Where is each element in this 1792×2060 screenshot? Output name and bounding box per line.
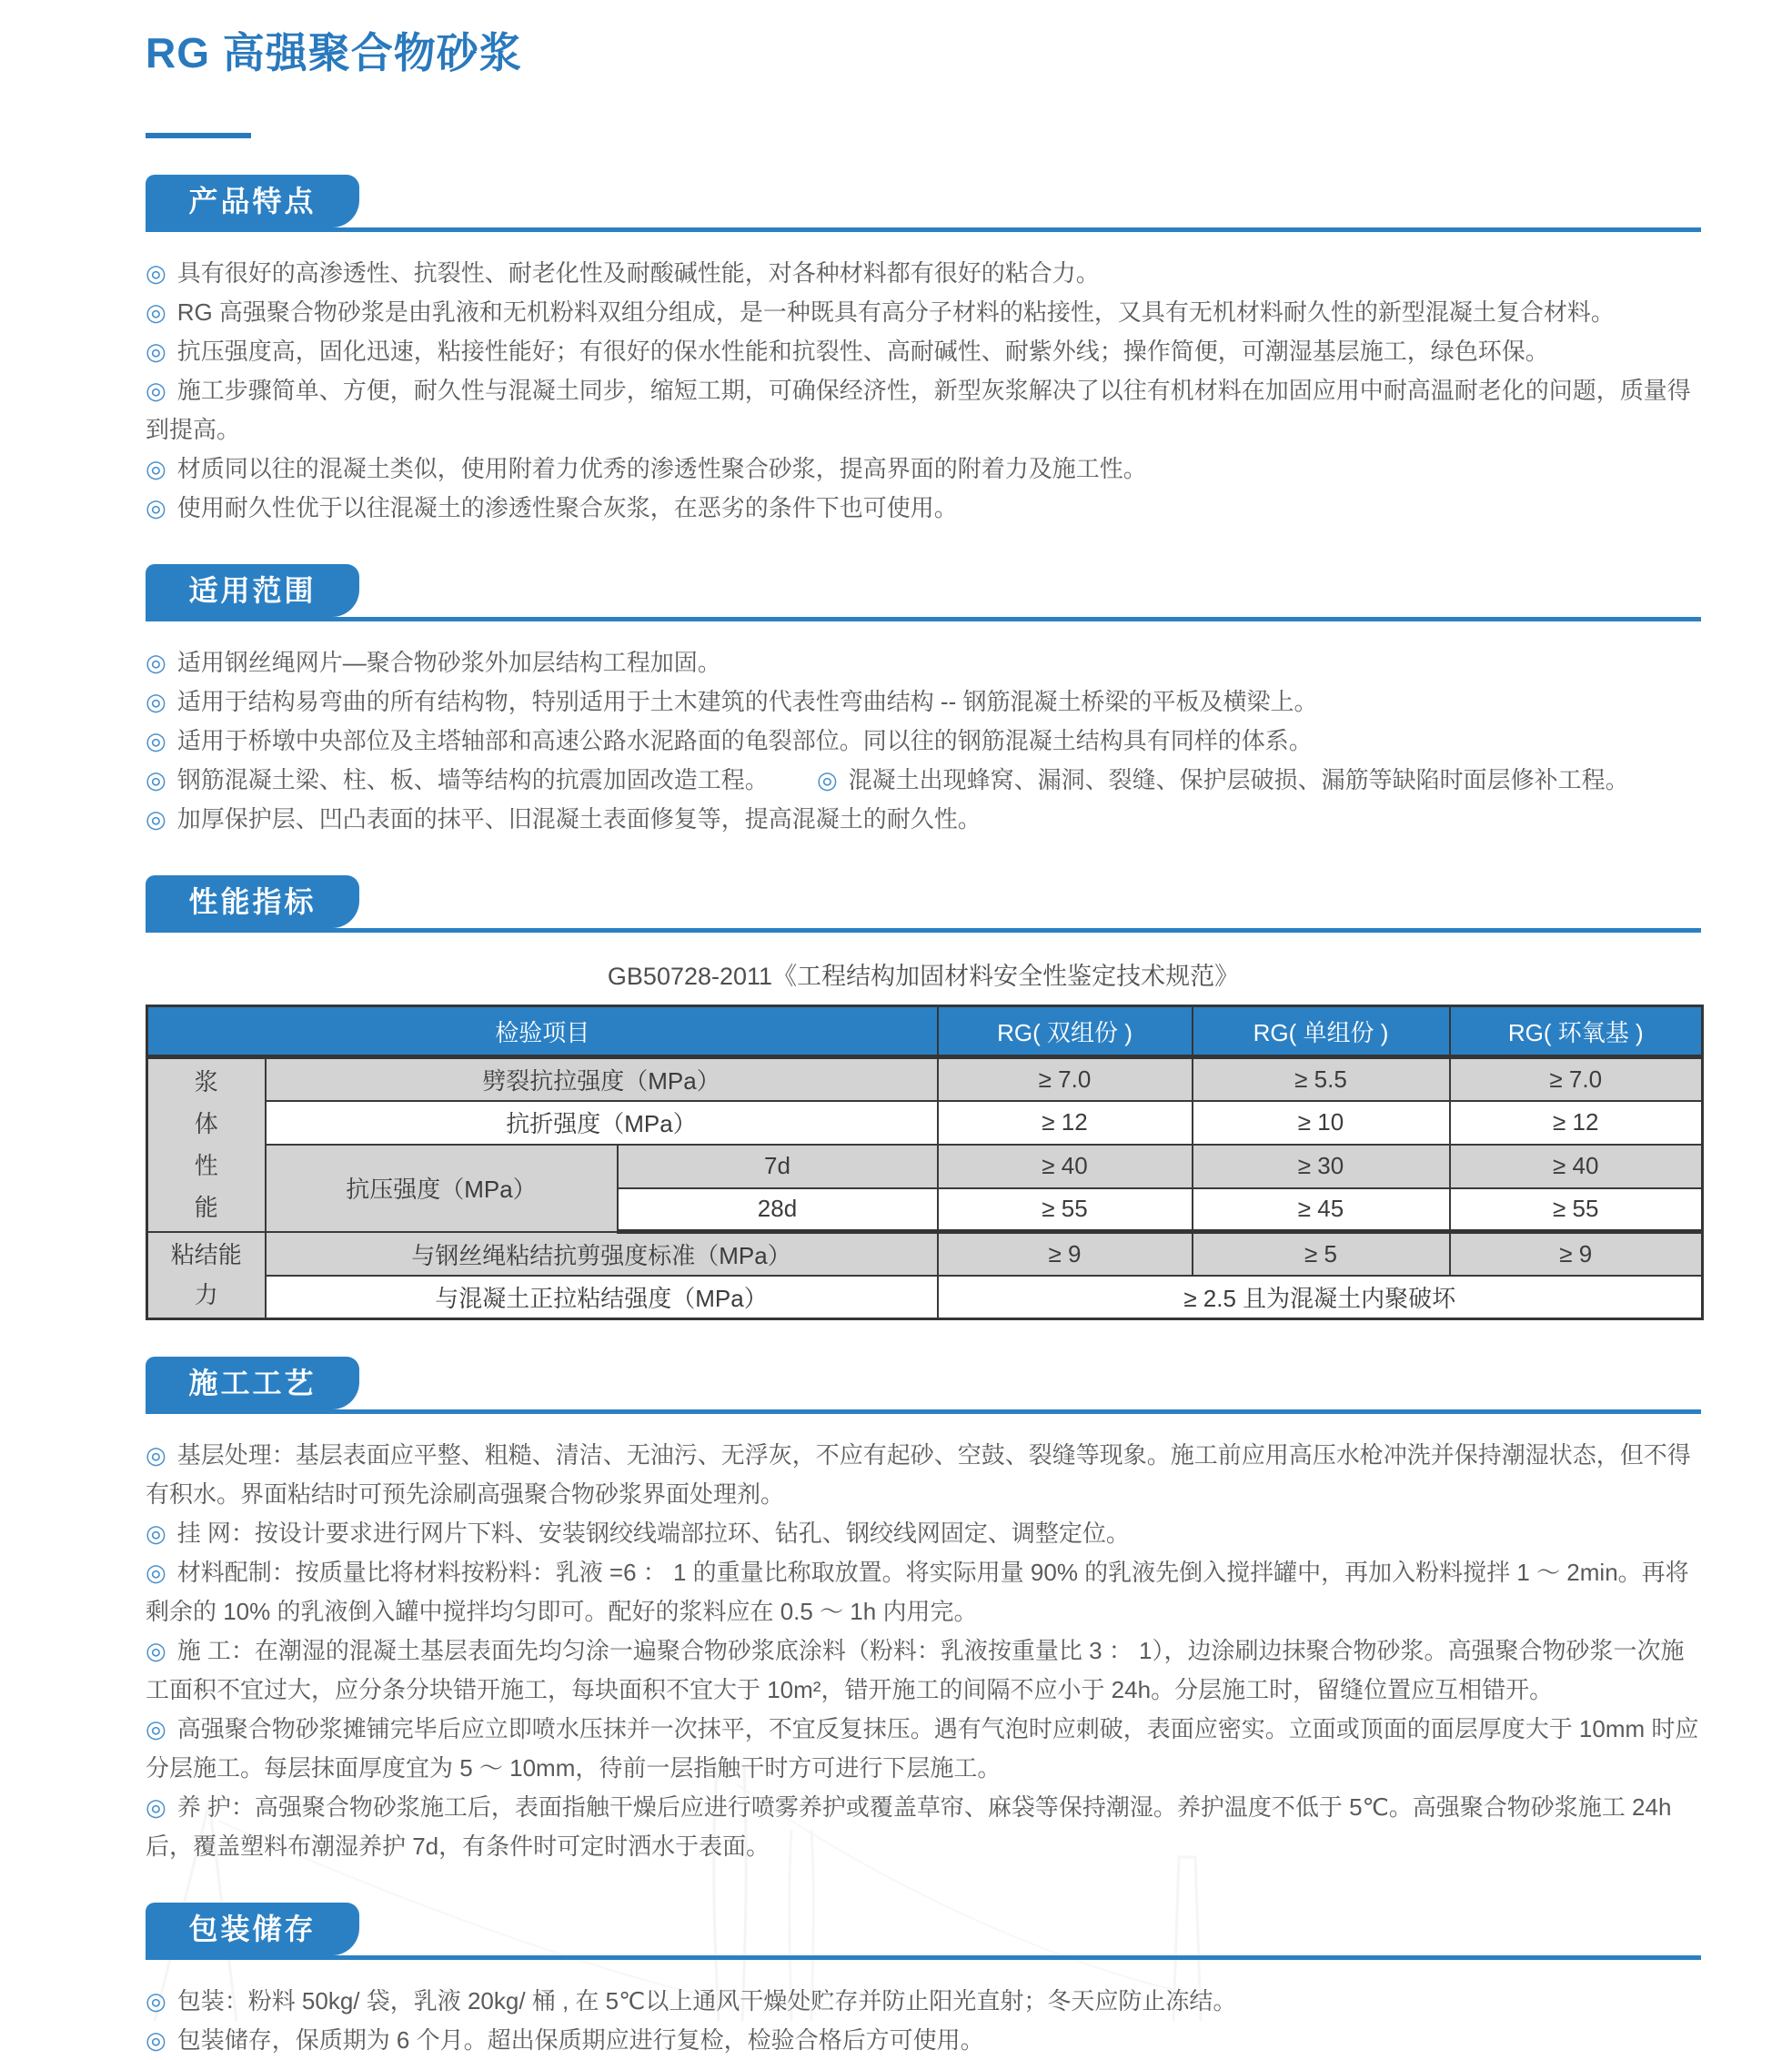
- bullet-icon: ◎: [146, 727, 166, 754]
- features-bullet-list: [146, 254, 1701, 528]
- performance-table: [146, 1005, 1704, 1320]
- bullet-icon: ◎: [146, 298, 166, 326]
- bullet-icon: ◎: [146, 1715, 166, 1742]
- scope-bullet-list: [146, 643, 1701, 839]
- bullet-text: 加厚保护层、凹凸表面的抹平、旧混凝土表面修复等，提高混凝土的耐久性。: [176, 805, 982, 833]
- list-item: [146, 682, 1701, 722]
- bullet-text: 适用钢丝绳网片—聚合物砂浆外加层结构工程加固。: [176, 649, 721, 676]
- bullet-text: 包装：粉料 50kg/ 袋，乳液 20kg/ 桶 , 在 5℃以上通风干燥处贮存并防止阳光直射；冬天应防止冻结。: [176, 1987, 1237, 2015]
- table-title: GB50728-2011《工程结构加固材料安全性鉴定技术规范》: [607, 963, 1240, 990]
- list-item: [146, 643, 1701, 682]
- bullet-icon: ◎: [146, 455, 166, 482]
- table-row-compressive-7d: [147, 1145, 1703, 1188]
- list-item: [146, 1514, 1701, 1553]
- bullet-icon: ◎: [146, 688, 166, 715]
- bullet-text: 高强聚合物砂浆摊铺完毕后应立即喷水压抹并一次抹平，不宜反复抹压。遇有气泡时应刺破，表面应密实。立面或顶面的面层厚度大于 10mm 时应分层施工。每层抹面厚度宜为 5 ～ 10mm，待前一层指触干时方可进行下层施工。: [146, 1715, 1699, 1782]
- bullet-text: 适用于桥墩中央部位及主塔轴部和高速公路水泥路面的龟裂部位。同以往的钢筋混凝土结构具有同样的体系。: [176, 727, 1313, 754]
- cell-value: ≥ 12: [1450, 1101, 1703, 1145]
- cell-value: ≥ 7.0: [938, 1057, 1193, 1101]
- bullet-icon: ◎: [816, 766, 838, 793]
- header-cell-rg-single: RG( 单组份 ): [1193, 1006, 1450, 1057]
- table-row-tensile-bond: [147, 1276, 1703, 1319]
- bullet-icon: ◎: [146, 1793, 166, 1821]
- cell-value: ≥ 9: [938, 1232, 1193, 1276]
- page-title: RG 高强聚合物砂浆: [146, 29, 522, 76]
- bullet-text: 适用于结构易弯曲的所有结构物，特别适用于土木建筑的代表性弯曲结构 -- 钢筋混凝土桥梁的平板及横梁上。: [176, 688, 1318, 715]
- section-header-process: [146, 1357, 1701, 1414]
- cell-value: ≥ 10: [1193, 1101, 1450, 1145]
- row-label: 劈裂抗拉强度（MPa）: [266, 1057, 938, 1101]
- list-item: [146, 293, 1701, 332]
- bullet-icon: ◎: [146, 494, 166, 521]
- header-cell-rg-double: RG( 双组份 ): [938, 1006, 1193, 1057]
- title-underline: [146, 133, 251, 138]
- cell-value: ≥ 30: [1193, 1145, 1450, 1188]
- bullet-text: 材质同以往的混凝土类似，使用附着力优秀的渗透性聚合砂浆，提高界面的附着力及施工性。: [176, 455, 1147, 482]
- cell-value: ≥ 45: [1193, 1188, 1450, 1232]
- process-bullet-list: [146, 1436, 1701, 1866]
- cell-value: ≥ 7.0: [1450, 1057, 1703, 1101]
- bullet-icon: ◎: [146, 1520, 166, 1547]
- row-sublabel: 7d: [618, 1145, 938, 1188]
- list-item: [146, 1553, 1701, 1631]
- list-item: [146, 1710, 1701, 1788]
- list-item: [146, 800, 1701, 839]
- cell-value: ≥ 40: [1450, 1145, 1703, 1188]
- cell-value: ≥ 12: [938, 1101, 1193, 1145]
- bullet-text: 材料配制：按质量比将材料按粉料：乳液 =6 ： 1 的重量比称取放置。将实际用量 90% 的乳液先倒入搅拌罐中，再加入粉料搅拌 1 ～ 2min。再将剩余的 10% 的乳液倒入罐中搅拌均匀即可。配好的浆料应在 0.5 ～ 1h 内用完。: [146, 1559, 1689, 1625]
- bullet-text: 混凝土出现蜂窝、漏洞、裂缝、保护层破损、漏筋等缺陷时面层修补工程。: [848, 766, 1629, 793]
- row-label: 与混凝土正拉粘结强度（MPa）: [266, 1276, 938, 1319]
- bullet-icon: ◎: [146, 1559, 166, 1586]
- cell-value: ≥ 5.5: [1193, 1057, 1450, 1101]
- cell-value-merged: ≥ 2.5 且为混凝土内聚破坏: [938, 1276, 1703, 1319]
- bullet-text: 使用耐久性优于以往混凝土的渗透性聚合灰浆，在恶劣的条件下也可使用。: [176, 494, 958, 521]
- header-cell-rg-epoxy: RG( 环氧基 ): [1450, 1006, 1703, 1057]
- table-row-split-tensile: [147, 1057, 1703, 1101]
- bullet-icon: ◎: [146, 1441, 166, 1469]
- packaging-bullet-list: [146, 1982, 1701, 2060]
- bullet-text: 施 工：在潮湿的混凝土基层表面先均匀涂一遍聚合物砂浆底涂料（粉料：乳液按重量比 3 ： 1），边涂刷边抹聚合物砂浆。高强聚合物砂浆一次施工面积不宜过大，应分条分块错开施工，每块面积不宜大于 10m²，错开施工的间隔不应小于 24h。分层施工时，留缝位置应互相错开。: [146, 1637, 1685, 1703]
- list-item: [146, 2021, 1701, 2060]
- list-item: [146, 332, 1701, 371]
- list-item-pair: [146, 761, 1701, 800]
- bullet-text: 挂 网：按设计要求进行网片下料、安装钢绞线端部拉环、钻孔、钢绞线网固定、调整定位。: [176, 1520, 1130, 1547]
- list-item: [146, 371, 1701, 449]
- list-item: [146, 1982, 1701, 2021]
- list-item: [146, 722, 1701, 761]
- cell-value: ≥ 40: [938, 1145, 1193, 1188]
- cell-value: ≥ 55: [938, 1188, 1193, 1232]
- bullet-icon: ◎: [146, 377, 166, 404]
- row-label: 与钢丝绳粘结抗剪强度标准（MPa）: [266, 1232, 938, 1276]
- bullet-icon: ◎: [146, 1637, 166, 1664]
- bullet-icon: ◎: [146, 649, 166, 676]
- bullet-text: 养 护：高强聚合物砂浆施工后，表面指触干燥后应进行喷雾养护或覆盖草帘、麻袋等保持潮湿。养护温度不低于 5℃。高强聚合物砂浆施工 24h 后，覆盖塑料布潮湿养护 7d，有条件时可定时洒水于表面。: [146, 1793, 1672, 1860]
- bullet-icon: ◎: [146, 2026, 166, 2054]
- process-heading-badge: 施工工艺: [146, 1357, 359, 1409]
- row-label-compressive: 抗压强度（MPa）: [266, 1145, 618, 1232]
- list-item: [146, 489, 1701, 528]
- list-item: [146, 449, 1701, 489]
- bullet-text: RG 高强聚合物砂浆是由乳液和无机粉料双组分组成，是一种既具有高分子材料的粘接性，又具有无机材料耐久性的新型混凝土复合材料。: [176, 298, 1615, 326]
- list-item: [146, 1788, 1701, 1866]
- row-sublabel: 28d: [618, 1188, 938, 1232]
- header-cell-item: 检验项目: [147, 1006, 938, 1057]
- table-row-flexural: [147, 1101, 1703, 1145]
- bullet-icon: ◎: [146, 805, 166, 833]
- list-item: [146, 1631, 1701, 1710]
- section-header-packaging: [146, 1903, 1701, 1960]
- performance-heading-badge: 性能指标: [146, 875, 359, 928]
- cell-value: ≥ 9: [1450, 1232, 1703, 1276]
- packaging-heading-badge: 包装储存: [146, 1903, 359, 1955]
- bullet-text: 施工步骤简单、方便，耐久性与混凝土同步，缩短工期，可确保经济性，新型灰浆解决了以往有机材料在加固应用中耐高温耐老化的问题，质量得到提高。: [146, 377, 1691, 443]
- bullet-text: 钢筋混凝土梁、柱、板、墙等结构的抗震加固改造工程。: [176, 766, 769, 793]
- bullet-text: 包装储存，保质期为 6 个月。超出保质期应进行复检，检验合格后方可使用。: [176, 2026, 984, 2054]
- table-header-row: [147, 1006, 1703, 1057]
- bullet-icon: ◎: [146, 259, 166, 287]
- scope-heading-badge: 适用范围: [146, 564, 359, 617]
- group-label-paste-performance: 浆体性能: [147, 1057, 266, 1232]
- features-heading-badge: 产品特点: [146, 175, 359, 227]
- row-label: 抗折强度（MPa）: [266, 1101, 938, 1145]
- cell-value: ≥ 5: [1193, 1232, 1450, 1276]
- bullet-text: 抗压强度高，固化迅速，粘接性能好；有很好的保水性能和抗裂性、高耐碱性、耐紫外线；操作简便，可潮湿基层施工，绿色环保。: [176, 338, 1549, 365]
- bullet-text: 具有很好的高渗透性、抗裂性、耐老化性及耐酸碱性能，对各种材料都有很好的粘合力。: [176, 259, 1100, 287]
- group-label-bond-capacity: 粘结能力: [147, 1232, 266, 1319]
- bullet-text: 基层处理：基层表面应平整、粗糙、清洁、无油污、无浮灰，不应有起砂、空鼓、裂缝等现象。施工前应用高压水枪冲洗并保持潮湿状态，但不得有积水。界面粘结时可预先涂刷高强聚合物砂浆界面处理剂。: [146, 1441, 1691, 1508]
- bullet-icon: ◎: [146, 338, 166, 365]
- section-header-performance: [146, 875, 1701, 933]
- table-row-shear: [147, 1232, 1703, 1276]
- section-header-features: [146, 175, 1701, 232]
- cell-value: ≥ 55: [1450, 1188, 1703, 1232]
- section-header-scope: [146, 564, 1701, 621]
- list-item: [146, 1436, 1701, 1514]
- bullet-icon: ◎: [146, 1987, 166, 2015]
- bullet-icon: ◎: [146, 766, 166, 793]
- list-item: [146, 254, 1701, 293]
